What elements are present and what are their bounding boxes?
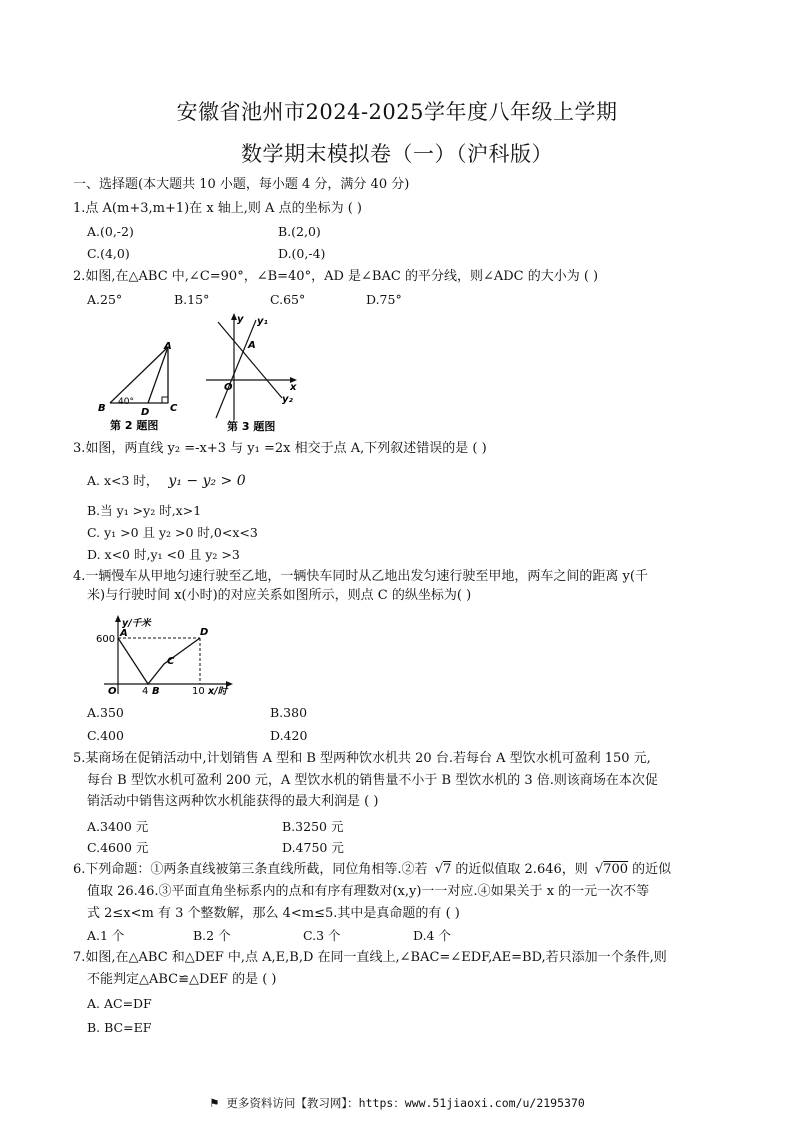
q6-line1-part-c: 的近似	[632, 862, 672, 877]
q3-fig-caption: 第 3 题图	[227, 420, 276, 433]
q6-line1-part-a: 6.下列命题：①两条直线被第三条直线所截，同位角相等.②若	[73, 862, 428, 877]
q4-stem-line2: 米)与行驶时间 x(小时)的对应关系如图所示，则点 C 的纵坐标为( )	[87, 588, 472, 603]
q4-label-10: 10	[192, 686, 205, 697]
q4-label-c: C	[167, 656, 175, 667]
q3-label-y1: y₁	[257, 316, 268, 327]
q7-option-a: A. AC=DF	[87, 996, 152, 1011]
footer	[0, 1095, 794, 1111]
page-subtitle: 数学期末模拟卷（一）（沪科版）	[241, 142, 553, 166]
q3-option-a	[87, 472, 246, 490]
q7-stem-line1: 7.如图,在△ABC 和△DEF 中,点 A,E,B,D 在同一直线上,∠BAC=∠EDF,AE=BD,若只添加一个条件,则	[73, 950, 667, 965]
q7-option-b: B. BC=EF	[87, 1020, 152, 1035]
q6-sqrt7: √7	[434, 862, 452, 877]
q6-option-c: C.3 个	[303, 928, 341, 943]
q4-label-600: 600	[96, 634, 116, 645]
q6-sqrt7-value: 7	[442, 862, 452, 877]
q7-stem-line2: 不能判定△ABC≌△DEF 的是 ( )	[87, 972, 277, 987]
q3-figure	[200, 310, 310, 435]
q2-angle-label: 40°	[118, 397, 134, 407]
q5-option-b: B.3250 元	[282, 819, 344, 834]
q4-label-b: B	[152, 686, 160, 697]
q6-option-d: D.4 个	[413, 928, 451, 943]
q4-stem-line1: 4.一辆慢车从甲地匀速行驶至乙地，一辆快车同时从乙地出发匀速行驶至甲地，两车之间的距离 y(千	[73, 569, 648, 584]
q4-option-b: B.380	[270, 705, 308, 720]
q3-stem: 3.如图，两直线 y₂ =-x+3 与 y₁ =2x 相交于点 A,下列叙述错误的是 ( )	[73, 441, 487, 456]
q5-option-c: C.4600 元	[87, 840, 149, 855]
q3-label-a: A	[248, 340, 256, 351]
q4-option-d: D.420	[270, 728, 308, 743]
q1-option-b: B.(2,0)	[278, 224, 321, 239]
q2-option-d: D.75°	[366, 292, 402, 307]
q4-option-a: A.350	[87, 705, 124, 720]
q6-stem-line2: 值取 26.46.③平面直角坐标系内的点和有序有理数对(x,y)一一对应.④如果关于 x 的一元一次不等	[87, 884, 650, 899]
q4-label-d: D	[200, 627, 209, 638]
q3-label-y: y	[237, 314, 244, 325]
q4-label-xaxis: x/时	[208, 686, 228, 697]
q6-option-b: B.2 个	[193, 928, 231, 943]
q2-figure	[92, 335, 192, 435]
q2-label-b: B	[98, 403, 106, 414]
q2-option-c: C.65°	[270, 292, 306, 307]
q5-option-a: A.3400 元	[87, 819, 149, 834]
q2-label-d: D	[141, 407, 150, 418]
q6-option-a: A.1 个	[87, 928, 125, 943]
q5-stem-line3: 销活动中销售这两种饮水机能获得的最大利润是 ( )	[87, 794, 379, 809]
q5-stem-line1: 5.某商场在促销活动中,计划销售 A 型和 B 型两种饮水机共 20 台.若每台 A 型饮水机可盈利 150 元,	[73, 751, 651, 766]
q5-option-d: D.4750 元	[282, 840, 344, 855]
q4-option-c: C.400	[87, 728, 124, 743]
q1-option-d: D.(0,-4)	[278, 246, 326, 261]
q6-stem-line3: 式 2≤x<m 有 3 个整数解，那么 4<m≤5.其中是真命题的有 ( )	[87, 906, 460, 921]
q4-label-4: 4	[142, 686, 149, 697]
q5-stem-line2: 每台 B 型饮水机可盈利 200 元，A 型饮水机的销售量不小于 B 型饮水机的 3 倍.则该商场在本次促	[87, 773, 658, 788]
q2-option-b: B.15°	[174, 292, 210, 307]
q3-option-a-text: A. x<3 时，	[87, 473, 159, 488]
q3-label-y2: y₂	[282, 394, 293, 405]
q6-sqrt700-value: 700	[603, 862, 629, 877]
q2-label-a: A	[164, 341, 172, 352]
q6-sqrt700: √700	[594, 862, 629, 877]
q1-option-a: A.(0,-2)	[87, 224, 134, 239]
flag-icon: ⚑	[209, 1096, 220, 1110]
q4-label-o: O	[108, 686, 117, 697]
q4-label-a: A	[120, 628, 128, 639]
q3-option-c: C. y₁ >0 且 y₂ >0 时,0<x<3	[87, 525, 258, 540]
q1-option-c: C.(4,0)	[87, 246, 130, 261]
q3-label-x: x	[290, 382, 297, 393]
footer-link[interactable]: 更多资料访问【教习网】：https：www.51jiaoxi.com/u/2195370	[226, 1096, 585, 1110]
q2-label-c: C	[170, 403, 178, 414]
q3-option-d: D. x<0 时,y₁ <0 且 y₂ >3	[87, 547, 240, 562]
q4-figure	[90, 612, 250, 702]
q6-stem-line1	[73, 861, 671, 879]
q2-option-a: A.25°	[87, 292, 123, 307]
q2-stem: 2.如图,在△ABC 中,∠C=90°，∠B=40°，AD 是∠BAC 的平分线，则∠ADC 的大小为 ( )	[73, 269, 599, 284]
q3-label-o: O	[224, 382, 233, 393]
q6-line1-part-b: 的近似值取 2.646，则	[455, 862, 588, 877]
page-title: 安徽省池州市2024-2025学年度八年级上学期	[176, 100, 618, 124]
q3-option-b: B.当 y₁ >y₂ 时,x>1	[87, 503, 202, 518]
q3-option-a-expression: y₁ − y₂ > 0	[168, 473, 246, 489]
section-heading: 一、选择题(本大题共 10 小题，每小题 4 分，满分 40 分)	[73, 177, 410, 192]
q4-label-yaxis: y/千米	[122, 618, 151, 629]
q1-stem: 1.点 A(m+3,m+1)在 x 轴上,则 A 点的坐标为 ( )	[73, 201, 362, 216]
q2-fig-caption: 第 2 题图	[110, 419, 159, 432]
